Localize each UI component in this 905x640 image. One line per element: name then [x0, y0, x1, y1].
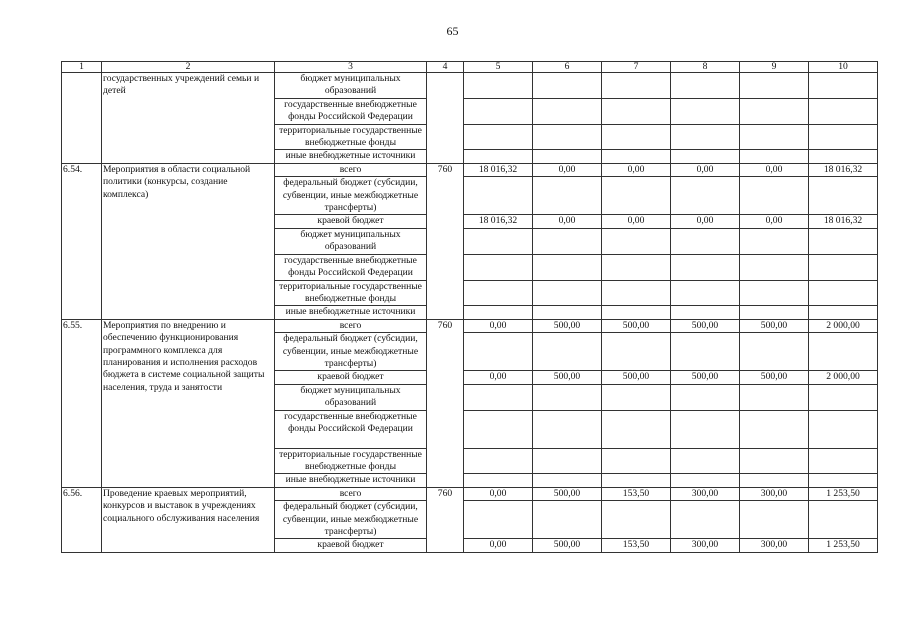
- item-name: Мероприятия по внедрению и обеспечению функционирования программного комплекса для планирования и исполнения расходов бюджета в системе социальной защиты населения, труда и занятости: [102, 319, 275, 487]
- amount-cell: [602, 280, 671, 306]
- table-row: [62, 73, 878, 99]
- amount-cell: [671, 177, 740, 215]
- amount-cell: 300,00: [671, 487, 740, 500]
- amount-cell: [602, 150, 671, 163]
- funding-source: всего: [275, 163, 427, 176]
- item-code: 6.54.: [62, 163, 102, 319]
- amount-cell: [533, 501, 602, 539]
- amount-cell: [671, 280, 740, 306]
- amount-cell: 0,00: [602, 215, 671, 228]
- amount-cell: 0,00: [740, 163, 809, 176]
- amount-cell: [464, 254, 533, 280]
- amount-cell: [740, 333, 809, 371]
- funding-source: государственные внебюджетные фонды Российской Федерации: [275, 254, 427, 280]
- amount-cell: [533, 73, 602, 99]
- amount-cell: [740, 306, 809, 319]
- amount-cell: [740, 124, 809, 150]
- amount-cell: 0,00: [464, 487, 533, 500]
- item-name: Проведение краевых мероприятий, конкурсов и выставок в учреждениях социального обслуживания населения: [102, 487, 275, 552]
- amount-cell: [602, 333, 671, 371]
- amount-cell: 500,00: [740, 319, 809, 332]
- page-number: 65: [446, 24, 459, 38]
- funding-source: государственные внебюджетные фонды Российской Федерации: [275, 410, 427, 448]
- funding-source: иные внебюджетные источники: [275, 306, 427, 319]
- amount-cell: 500,00: [671, 371, 740, 384]
- amount-cell: [671, 474, 740, 487]
- amount-cell: 153,50: [602, 539, 671, 552]
- amount-cell: 500,00: [671, 319, 740, 332]
- amount-cell: [464, 474, 533, 487]
- amount-cell: [533, 410, 602, 448]
- amount-cell: [464, 410, 533, 448]
- amount-cell: 2 000,00: [809, 319, 878, 332]
- amount-cell: [809, 333, 878, 371]
- column-header: 1: [62, 62, 102, 73]
- amount-cell: [671, 98, 740, 124]
- amount-cell: [740, 448, 809, 474]
- amount-cell: 18 016,32: [809, 163, 878, 176]
- funding-source: краевой бюджет: [275, 371, 427, 384]
- amount-cell: [671, 228, 740, 254]
- amount-cell: [533, 228, 602, 254]
- column-header: 5: [464, 62, 533, 73]
- amount-cell: 153,50: [602, 487, 671, 500]
- item-name: государственных учреждений семьи и детей: [102, 73, 275, 164]
- amount-cell: [602, 410, 671, 448]
- amount-cell: [740, 280, 809, 306]
- amount-cell: 500,00: [602, 371, 671, 384]
- amount-cell: 0,00: [671, 163, 740, 176]
- amount-cell: [809, 501, 878, 539]
- amount-cell: [602, 124, 671, 150]
- table-body: [62, 73, 878, 553]
- amount-cell: [602, 306, 671, 319]
- amount-cell: 0,00: [671, 215, 740, 228]
- amount-cell: [809, 306, 878, 319]
- column-header: 3: [275, 62, 427, 73]
- funding-source: бюджет муниципальных образований: [275, 73, 427, 99]
- amount-cell: [671, 254, 740, 280]
- amount-cell: [671, 410, 740, 448]
- amount-cell: [671, 333, 740, 371]
- amount-cell: [533, 254, 602, 280]
- funding-source: федеральный бюджет (субсидии, субвенции, иные межбюджетные трансферты): [275, 333, 427, 371]
- budget-table: [61, 61, 878, 553]
- amount-cell: [740, 73, 809, 99]
- amount-cell: [809, 177, 878, 215]
- amount-cell: [809, 448, 878, 474]
- amount-cell: 1 253,50: [809, 487, 878, 500]
- funding-source: территориальные государственные внебюджетные фонды: [275, 280, 427, 306]
- amount-cell: [464, 228, 533, 254]
- funding-source: федеральный бюджет (субсидии, субвенции, иные межбюджетные трансферты): [275, 177, 427, 215]
- item-code: 6.55.: [62, 319, 102, 487]
- amount-cell: [809, 98, 878, 124]
- amount-cell: 500,00: [533, 539, 602, 552]
- amount-cell: [533, 177, 602, 215]
- funding-source: территориальные государственные внебюджетные фонды: [275, 124, 427, 150]
- amount-cell: [671, 448, 740, 474]
- amount-cell: [740, 410, 809, 448]
- amount-cell: [809, 280, 878, 306]
- amount-cell: [602, 501, 671, 539]
- amount-cell: 500,00: [740, 371, 809, 384]
- grbs-code: [427, 73, 464, 164]
- amount-cell: [671, 384, 740, 410]
- funding-source: иные внебюджетные источники: [275, 150, 427, 163]
- amount-cell: [809, 124, 878, 150]
- amount-cell: [740, 150, 809, 163]
- amount-cell: [740, 228, 809, 254]
- amount-cell: 300,00: [740, 487, 809, 500]
- funding-source: всего: [275, 319, 427, 332]
- amount-cell: [809, 254, 878, 280]
- column-header: 2: [102, 62, 275, 73]
- amount-cell: [740, 98, 809, 124]
- amount-cell: 300,00: [740, 539, 809, 552]
- table-row: [62, 487, 878, 500]
- amount-cell: [671, 306, 740, 319]
- amount-cell: [809, 228, 878, 254]
- amount-cell: [464, 124, 533, 150]
- amount-cell: 500,00: [602, 319, 671, 332]
- amount-cell: [533, 448, 602, 474]
- amount-cell: [740, 384, 809, 410]
- amount-cell: [671, 150, 740, 163]
- amount-cell: [464, 280, 533, 306]
- amount-cell: [464, 150, 533, 163]
- amount-cell: [464, 73, 533, 99]
- amount-cell: [602, 384, 671, 410]
- amount-cell: [464, 98, 533, 124]
- column-numbers-row: [62, 62, 878, 73]
- amount-cell: 500,00: [533, 371, 602, 384]
- column-header: 8: [671, 62, 740, 73]
- amount-cell: [671, 73, 740, 99]
- amount-cell: [464, 384, 533, 410]
- amount-cell: [602, 448, 671, 474]
- amount-cell: 18 016,32: [809, 215, 878, 228]
- column-header: 9: [740, 62, 809, 73]
- amount-cell: [809, 474, 878, 487]
- amount-cell: [533, 150, 602, 163]
- amount-cell: 18 016,32: [464, 163, 533, 176]
- amount-cell: 0,00: [740, 215, 809, 228]
- funding-source: краевой бюджет: [275, 539, 427, 552]
- amount-cell: [464, 177, 533, 215]
- amount-cell: 500,00: [533, 487, 602, 500]
- amount-cell: [464, 448, 533, 474]
- amount-cell: [809, 73, 878, 99]
- funding-source: краевой бюджет: [275, 215, 427, 228]
- amount-cell: [533, 333, 602, 371]
- item-name: Мероприятия в области социальной политики (конкурсы, создание комплекса): [102, 163, 275, 319]
- table-row: [62, 163, 878, 176]
- funding-source: федеральный бюджет (субсидии, субвенции, иные межбюджетные трансферты): [275, 501, 427, 539]
- amount-cell: [602, 228, 671, 254]
- amount-cell: [740, 501, 809, 539]
- amount-cell: [533, 280, 602, 306]
- amount-cell: 0,00: [464, 319, 533, 332]
- amount-cell: [533, 384, 602, 410]
- amount-cell: [740, 254, 809, 280]
- amount-cell: [533, 306, 602, 319]
- amount-cell: 0,00: [464, 539, 533, 552]
- amount-cell: [740, 474, 809, 487]
- funding-source: бюджет муниципальных образований: [275, 228, 427, 254]
- amount-cell: [464, 306, 533, 319]
- amount-cell: [533, 124, 602, 150]
- column-header: 6: [533, 62, 602, 73]
- item-code: 6.56.: [62, 487, 102, 552]
- amount-cell: [533, 474, 602, 487]
- amount-cell: [671, 501, 740, 539]
- item-code: [62, 73, 102, 164]
- amount-cell: [602, 254, 671, 280]
- amount-cell: [464, 333, 533, 371]
- table-row: [62, 319, 878, 332]
- amount-cell: [602, 177, 671, 215]
- funding-source: государственные внебюджетные фонды Российской Федерации: [275, 98, 427, 124]
- amount-cell: 18 016,32: [464, 215, 533, 228]
- amount-cell: [533, 98, 602, 124]
- column-header: 4: [427, 62, 464, 73]
- column-header: 10: [809, 62, 878, 73]
- amount-cell: [671, 124, 740, 150]
- amount-cell: [464, 501, 533, 539]
- funding-source: территориальные государственные внебюджетные фонды: [275, 448, 427, 474]
- amount-cell: [809, 410, 878, 448]
- funding-source: иные внебюджетные источники: [275, 474, 427, 487]
- amount-cell: 0,00: [533, 163, 602, 176]
- amount-cell: [809, 384, 878, 410]
- amount-cell: 0,00: [464, 371, 533, 384]
- amount-cell: 500,00: [533, 319, 602, 332]
- amount-cell: [602, 98, 671, 124]
- column-header: 7: [602, 62, 671, 73]
- amount-cell: [740, 177, 809, 215]
- grbs-code: 760: [427, 487, 464, 552]
- amount-cell: [602, 474, 671, 487]
- funding-source: всего: [275, 487, 427, 500]
- grbs-code: 760: [427, 319, 464, 487]
- amount-cell: 0,00: [602, 163, 671, 176]
- grbs-code: 760: [427, 163, 464, 319]
- amount-cell: 2 000,00: [809, 371, 878, 384]
- amount-cell: 300,00: [671, 539, 740, 552]
- amount-cell: [809, 150, 878, 163]
- amount-cell: [602, 73, 671, 99]
- amount-cell: 1 253,50: [809, 539, 878, 552]
- funding-source: бюджет муниципальных образований: [275, 384, 427, 410]
- amount-cell: 0,00: [533, 215, 602, 228]
